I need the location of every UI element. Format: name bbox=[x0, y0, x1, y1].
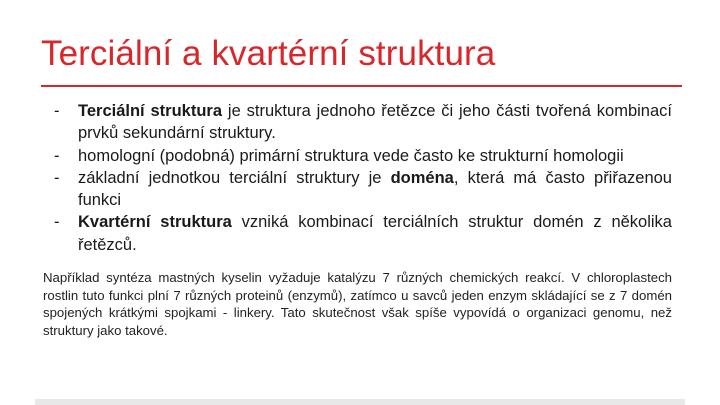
bullet-text: vzniká kombinací terciálních struktur domén z několika řetězců. bbox=[78, 213, 672, 254]
bullet-term-domain: doména bbox=[390, 168, 454, 187]
bullet-item-tertiary bbox=[40, 100, 672, 145]
bullet-text: homologní (podobná) primární struktura vede často ke strukturní homologii bbox=[78, 146, 624, 165]
bullet-item-domain bbox=[40, 167, 672, 212]
bottom-bar bbox=[35, 399, 685, 405]
bullet-dash: - bbox=[54, 168, 60, 187]
bullet-item-homology bbox=[40, 145, 672, 167]
bullet-text: základní jednotkou terciální struktury je bbox=[78, 168, 391, 187]
bullet-dash: - bbox=[54, 102, 60, 120]
slide-title: Terciální a kvartérní struktura bbox=[41, 34, 496, 73]
bullet-list bbox=[40, 100, 672, 256]
example-note: Například syntéza mastných kyselin vyžaduje katalýzu 7 různých chemických reakcí. V chloroplastech rostlin tuto funkci plní 7 různých proteinů (enzymů), zatímco u savců jeden enzym skládající se z 7 domén spojených krátkými spojkami - linkery. Tato skutečnost však spíše vypovídá o organizaci genomu, než struktury jako takové. bbox=[43, 270, 672, 338]
bullet-term: Terciální struktura bbox=[78, 102, 223, 120]
bullet-term: Kvartérní struktura bbox=[78, 213, 232, 232]
bullet-dash: - bbox=[54, 146, 60, 165]
bullet-item-quaternary bbox=[40, 211, 672, 256]
title-underline bbox=[41, 85, 682, 87]
bullet-text-tail: , která má často přiřazenou funkci bbox=[78, 168, 672, 210]
bullet-text: je struktura jednoho řetězce či jeho části tvořená kombinací prvků sekundární struktury. bbox=[78, 102, 672, 143]
bullet-dash: - bbox=[54, 213, 60, 232]
